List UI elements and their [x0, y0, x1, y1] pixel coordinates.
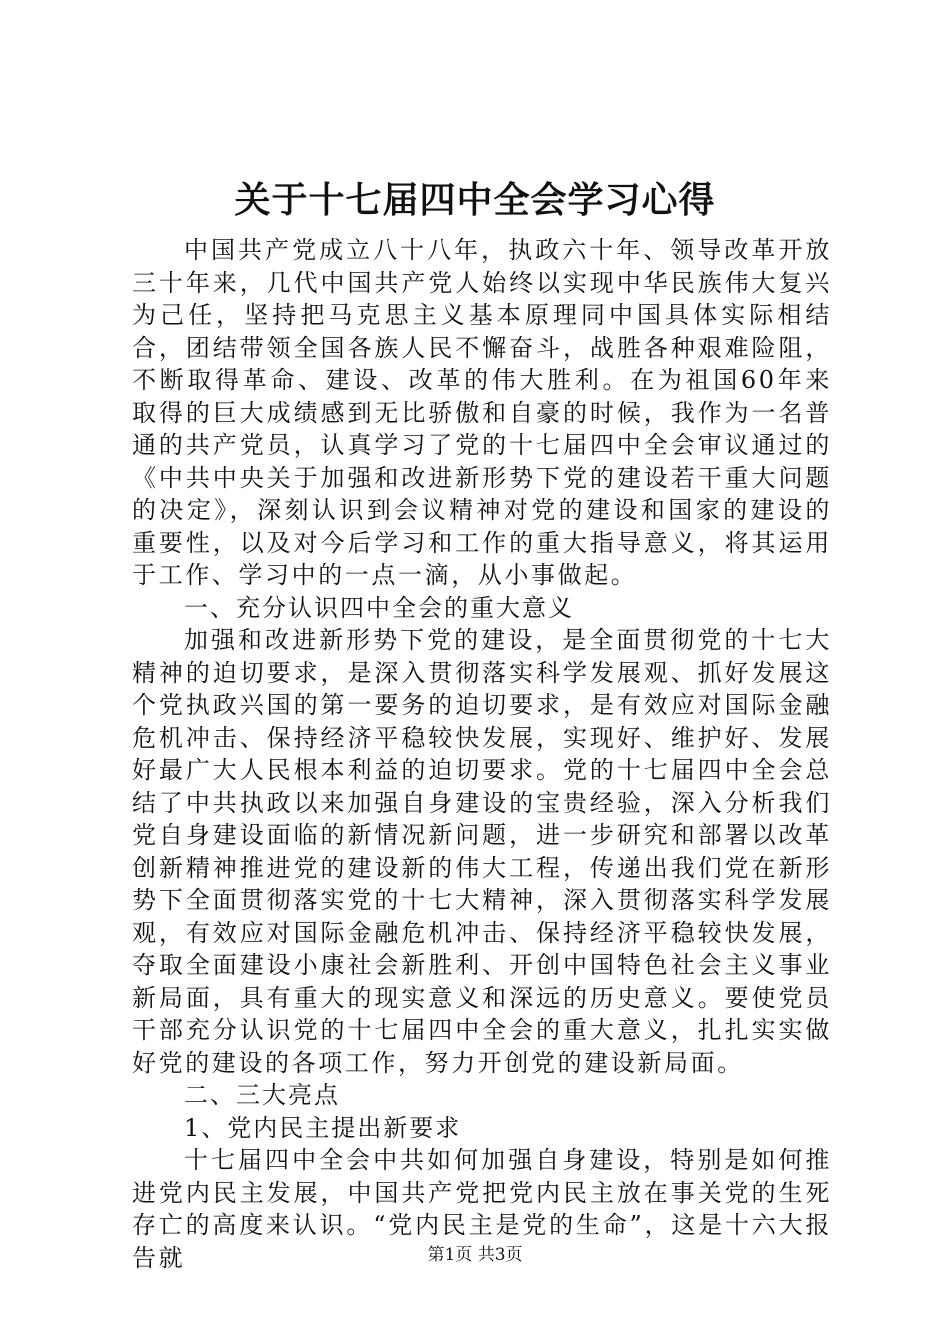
section-heading: 二、三大亮点 [184, 1081, 340, 1109]
subsection-heading: 1、党内民主提出新要求 [184, 1113, 462, 1142]
body-paragraph: 十七届四中全会中共如何加强自身建设，特别是如何推进党内民主发展，中国共产党把党内民主放在事关党的生死存亡的高度来认识。“党内民主是党的生命”，这是十六大报告就 [132, 1146, 832, 1272]
document-body [132, 234, 832, 1274]
page-number: 第1页 共3页 [427, 1245, 523, 1265]
body-paragraph: 加强和改进新形势下党的建设，是全面贯彻党的十七大精神的迫切要求，是深入贯彻落实科学发展观、抓好发展这个党执政兴国的第一要务的迫切要求，是有效应对国际金融危机冲击、保持经济平稳较快发展，实现好、维护好、发展好最广大人民根本利益的迫切要求。党的十七届四中全会总结了中共执政以来加强自身建设的宝贵经验，深入分析我们党自身建设面临的新情况新问题，进一步研究和部署以改革创新精神推进党的建设新的伟大工程，传递出我们党在新形势下全面贯彻落实党的十七大精神，深入贯彻落实科学发展观，有效应对国际金融危机冲击、保持经济平稳较快发展，夺取全面建设小康社会新胜利、开创中国特色社会主义事业新局面，具有重大的现实意义和深远的历史意义。要使党员干部充分认识党的十七届四中全会的重大意义，扎扎实实做好党的建设的各项工作，努力开创党的建设新局面。 [132, 626, 832, 1077]
body-paragraph: 中国共产党成立八十八年，执政六十年、领导改革开放三十年来，几代中国共产党人始终以实现中华民族伟大复兴为己任，坚持把马克思主义基本原理同中国具体实际相结合，团结带领全国各族人民不懈奋斗，战胜各种艰难险阻，不断取得革命、建设、改革的伟大胜利。在为祖国60年来取得的巨大成绩感到无比骄傲和自豪的时候，我作为一名普通的共产党员，认真学习了党的十七届四中全会审议通过的《中共中央关于加强和改进新形势下党的建设若干重大问题的决定》，深刻认识到会议精神对党的建设和国家的建设的重要性，以及对今后学习和工作的重大指导意义，将其运用于工作、学习中的一点一滴，从小事做起。 [132, 236, 832, 589]
document-title: 关于十七届四中全会学习心得 [234, 179, 716, 221]
section-heading: 一、充分认识四中全会的重大意义 [184, 593, 574, 622]
